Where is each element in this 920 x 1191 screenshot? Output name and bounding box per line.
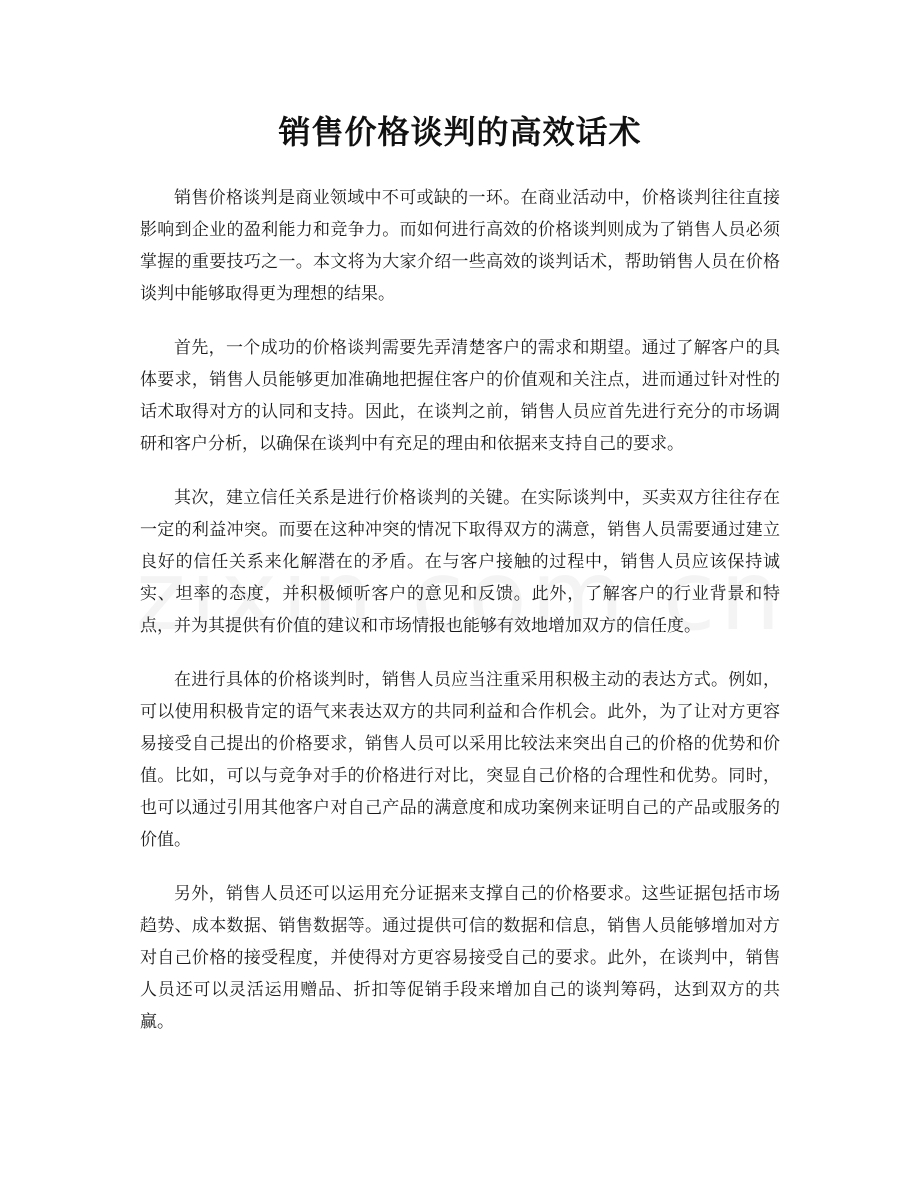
document-title: 销售价格谈判的高效话术 [278,113,642,151]
paragraph-trust: 其次，建立信任关系是进行价格谈判的关键。在实际谈判中，买卖双方往往存在一定的利益冲突。而要在这种冲突的情况下取得双方的满意，销售人员需要通过建立良好的信任关系来化解潜在的矛盾。在与客户接触的过程中，销售人员应该保持诚实、坦率的态度，并积极倾听客户的意见和反馈。此外，了解客户的行业背景和特点，并为其提供有价值的建议和市场情报也能够有效地增加双方的信任度。 [140,488,780,636]
paragraph-evidence: 另外，销售人员还可以运用充分证据来支撑自己的价格要求。这些证据包括市场趋势、成本数据、销售数据等。通过提供可信的数据和信息，销售人员能够增加对方对自己价格的接受程度，并使得对方更容易接受自己的要求。此外，在谈判中，销售人员还可以灵活运用赠品、折扣等促销手段来增加自己的谈判筹码，达到双方的共赢。 [140,884,780,1032]
document-body [140,182,780,1060]
paragraph-needs: 首先，一个成功的价格谈判需要先弄清楚客户的需求和期望。通过了解客户的具体要求，销售人员能够更加准确地把握住客户的价值观和关注点，进而通过针对性的话术取得对方的认同和支持。因此，在谈判之前，销售人员应首先进行充分的市场调研和客户分析，以确保在谈判中有充足的理由和依据来支持自己的要求。 [140,338,780,454]
paragraph-intro: 销售价格谈判是商业领域中不可或缺的一环。在商业活动中，价格谈判往往直接影响到企业的盈利能力和竞争力。而如何进行高效的价格谈判则成为了销售人员必须掌握的重要技巧之一。本文将为大家介绍一些高效的谈判话术，帮助销售人员在价格谈判中能够取得更为理想的结果。 [140,188,780,304]
paragraph-expression: 在进行具体的价格谈判时，销售人员应当注重采用积极主动的表达方式。例如，可以使用积极肯定的语气来表达双方的共同利益和合作机会。此外，为了让对方更容易接受自己提出的价格要求，销售人员可以采用比较法来突出自己的价格的优势和价值。比如，可以与竞争对手的价格进行对比，突显自己价格的合理性和优势。同时，也可以通过引用其他客户对自己产品的满意度和成功案例来证明自己的产品或服务的价值。 [140,670,780,850]
